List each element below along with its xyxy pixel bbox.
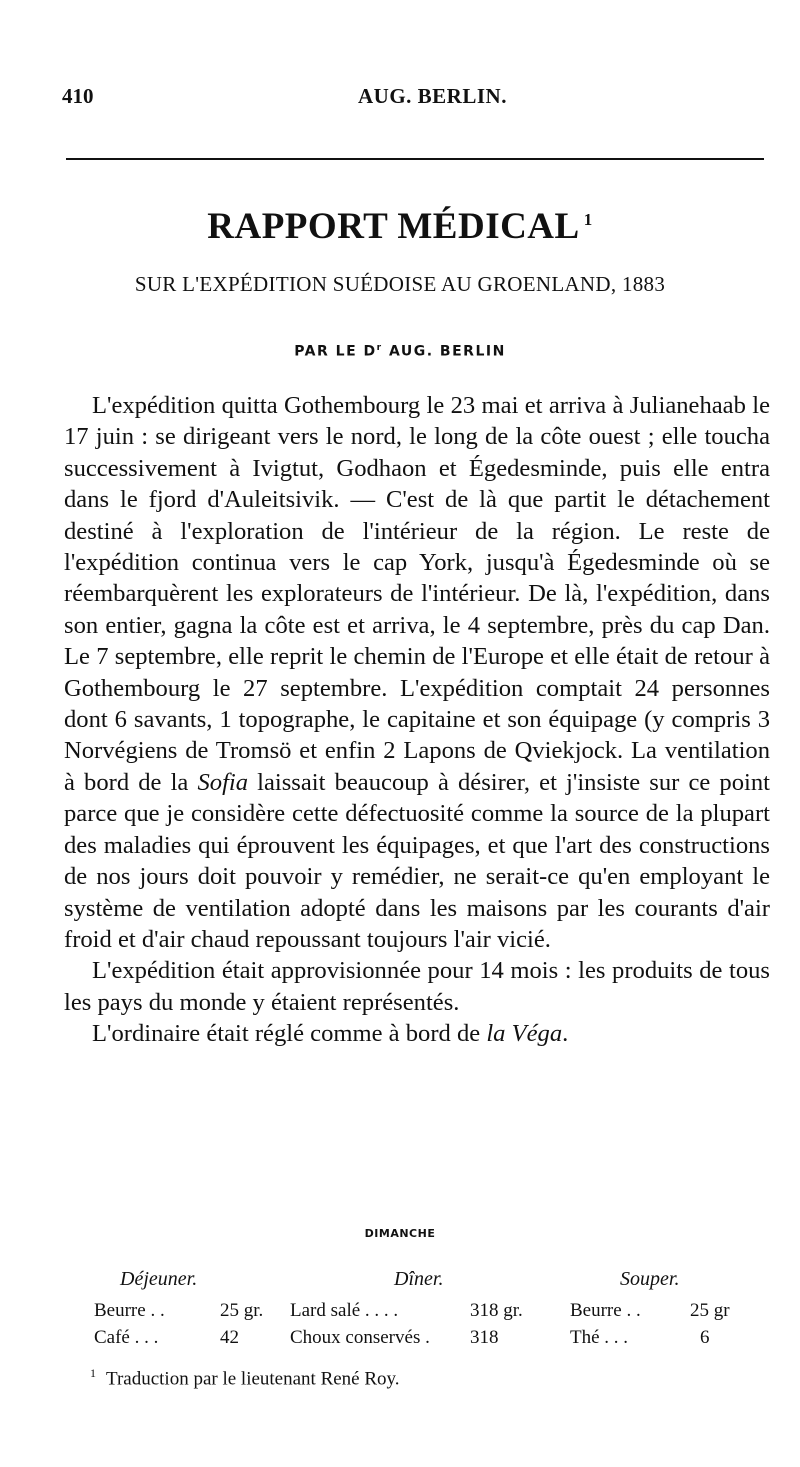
- footnote: [90, 1366, 770, 1390]
- menu-column-diner: Dîner.: [394, 1268, 444, 1290]
- byline-author: AUG. BERLIN: [382, 343, 506, 360]
- paragraph-2: L'expédition était approvisionnée pour 14 mois : les produits de tous les pays du monde y étaient représentés.: [64, 957, 770, 1016]
- title-footnote-marker[interactable]: 1: [583, 209, 593, 229]
- menu-heading: DIMANCHE: [364, 1227, 436, 1240]
- byline-sup: r: [376, 343, 383, 353]
- menu-item-qty: 25 gr: [690, 1300, 730, 1321]
- menu-item-qty: 25 gr.: [220, 1300, 264, 1321]
- menu-item-name: Choux conservés .: [290, 1327, 430, 1348]
- body-text: [64, 390, 770, 1050]
- article-subtitle: SUR L'EXPÉDITION SUÉDOISE AU GROENLAND, 1883: [134, 272, 666, 296]
- paragraph-3-part-2: .: [562, 1020, 569, 1048]
- paragraph-1-part-1: L'expédition quitta Gothembourg le 23 mai et arriva à Julianehaab le 17 juin : se dirigeant vers le nord, le long de la côte ouest ; elle toucha successivement à Ivigtut, Godhaon et Égedesminde, puis elle entra dans le fjord d'Auleitsivik. — C'est de là que partit le détachement destiné à l'exploration de l'intérieur de la région. Le reste de l'expédition continua vers le cap York, jusqu'à Égedesminde où se réembarquèrent les explorateurs de l'intérieur. De là, l'expédition, dans son entier, gagna la côte est et arriva, le 4 septembre, près du cap Dan. Le 7 septembre, elle reprit le chemin de l'Europe et elle était de retour à Gothembourg le 27 septembre. L'expédition comptait 24 personnes dont 6 savants, 1 topographe, le capitaine et son équipage (y compris 3 Norvégiens de Tromsö et enfin 2 Lapons de Qviekjock. La ventilation à bord de la: [64, 392, 770, 796]
- byline: [0, 343, 800, 360]
- paragraph-3-part-1: L'ordinaire était réglé comme à bord de: [92, 1020, 487, 1048]
- byline-prefix: PAR LE D: [294, 343, 377, 360]
- footnote-marker: 1: [90, 1366, 96, 1380]
- ship-name-vega: la Véga: [486, 1020, 563, 1048]
- header-rule: [66, 158, 764, 160]
- menu-item-name: Beurre . .: [570, 1300, 641, 1321]
- article-title: [0, 205, 800, 248]
- paragraph-1-part-2: laissait beaucoup à désirer, et j'insiste sur ce point parce que je considère cette défectuosité comme la source de la plupart des maladies qui éprouvent les équipages, et que l'art des constructions de nos jours doit pouvoir y remédier, ne serait-ce qu'en employant le système de ventilation adopté dans les maisons par les courants d'air froid et d'air chaud repoussant toujours l'air vicié.: [64, 768, 770, 953]
- menu-item-qty: 42: [220, 1327, 239, 1348]
- footnote-text: Traduction par le lieutenant René Roy.: [106, 1368, 400, 1390]
- running-title: AUG. BERLIN.: [358, 84, 507, 108]
- page-header: [62, 84, 762, 118]
- paragraph-3: [64, 1018, 770, 1049]
- menu-item-qty: 6: [700, 1327, 710, 1348]
- menu-column-souper: Souper.: [620, 1268, 680, 1290]
- menu-item-name: Café . . .: [94, 1327, 159, 1348]
- menu-column-dejeuner: Déjeuner.: [120, 1268, 198, 1290]
- article-title-text: RAPPORT MÉDICAL: [207, 206, 580, 247]
- menu-item-qty: 318: [470, 1327, 499, 1348]
- menu-item-name: Beurre . .: [94, 1300, 165, 1321]
- menu-item-name: Thé . . .: [570, 1327, 629, 1348]
- ship-name-sofia: Sofia: [197, 768, 249, 796]
- menu-item-qty: 318 gr.: [470, 1300, 523, 1321]
- page-number: 410: [62, 84, 94, 108]
- menu-item-name: Lard salé . . . .: [290, 1300, 399, 1321]
- paragraph-1: [64, 390, 770, 955]
